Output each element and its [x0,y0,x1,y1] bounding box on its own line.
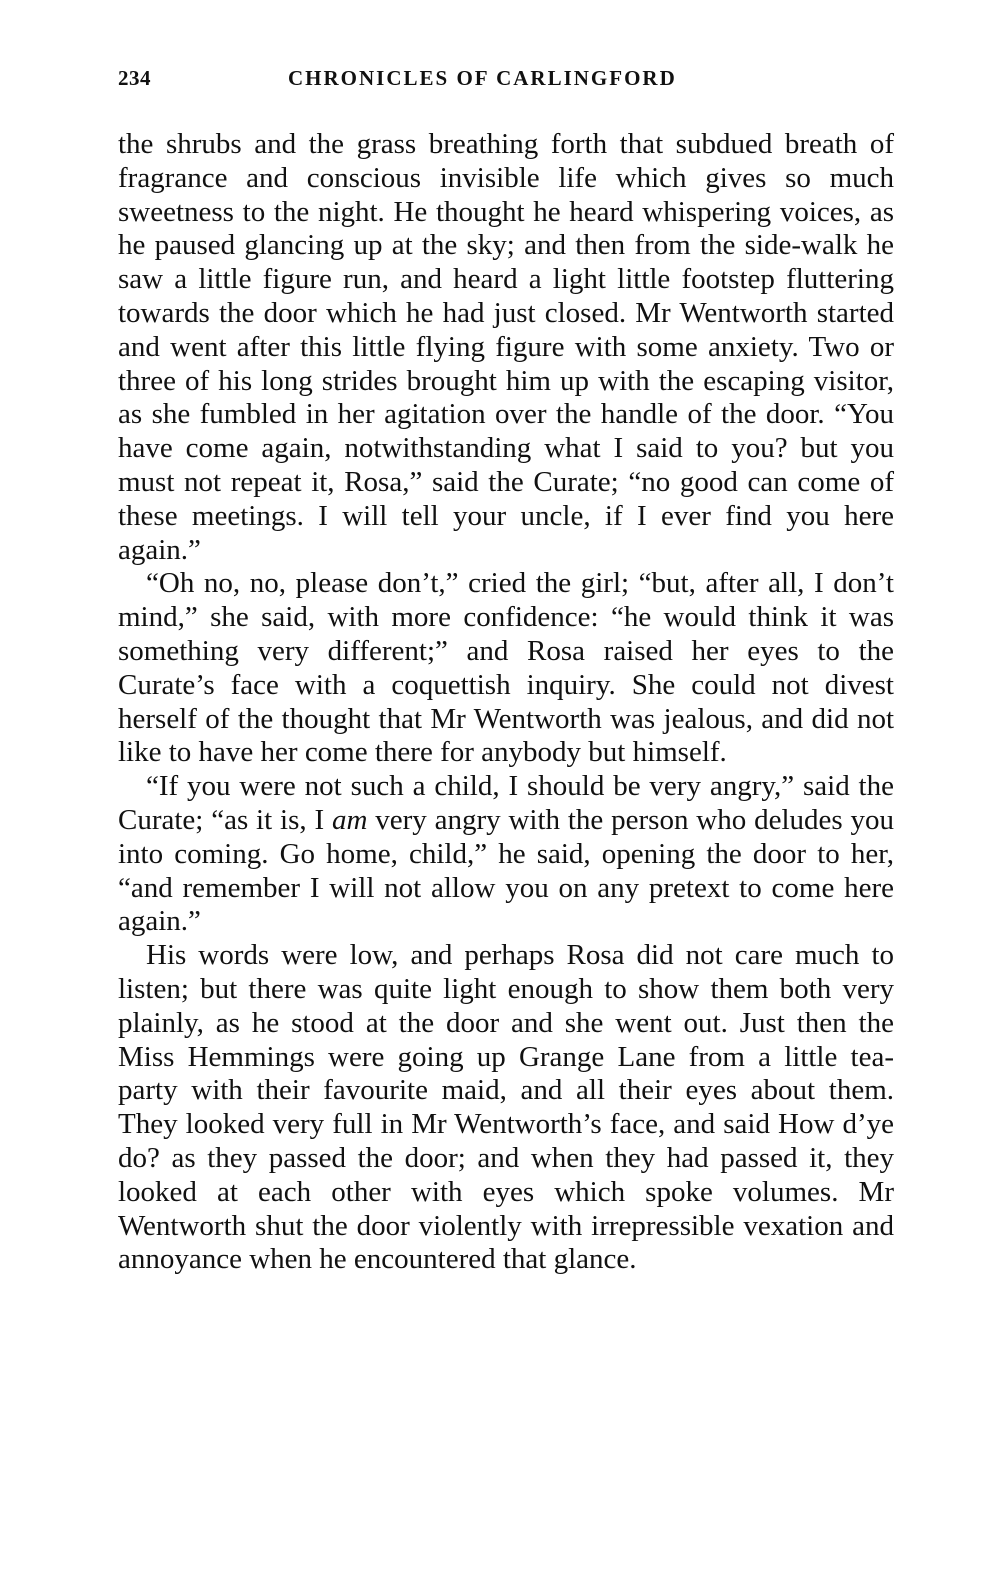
paragraph-3 [118,770,894,939]
page-number: 234 [118,66,151,90]
paragraph-1: the shrubs and the grass breathing forth that subdued breath of fragrance and conscious invisible life which gives so much sweetness to the night. He thought he heard whispering voices, as he paused glancing up at the sky; and then from the side-walk he saw a little figure run, and heard a light little footstep fluttering towards the door which he had just closed. Mr Wentworth started and went after this little flying figure with some anxiety. Two or three of his long strides brought him up with the escaping visitor, as she fumbled in her agitation over the handle of the door. “You have come again, notwithstanding what I said to you? but you must not repeat it, Rosa,” said the Curate; “no good can come of these meetings. I will tell your uncle, if I ever find you here again.” [118,128,894,566]
paragraph-3-emphasis: am [331,803,368,836]
paragraph-2: “Oh no, no, please don’t,” cried the girl; “but, after all, I don’t mind,” she said, with more confidence: “he would think it was something very different;” and Rosa raised her eyes to the Curate’s face with a coquettish inquiry. She could not divest herself of the thought that Mr Wentworth was jealous, and did not like to have her come there for anybody but himself. [118,567,894,769]
paragraph-4: His words were low, and perhaps Rosa did not care much to listen; but there was quite light enough to show them both very plainly, as he stood at the door and she went out. Just then the Miss Hemmings were going up Grange Lane from a little tea-party with their favourite maid, and all their eyes about them. They looked very full in Mr Wentworth’s face, and said How d’ye do? as they passed the door; and when they had passed it, they looked at each other with eyes which spoke volumes. Mr Wentworth shut the door violently with irrepressible vexation and annoyance when he encountered that glance. [118,939,894,1276]
body-text [118,128,894,1277]
paragraph-3-after: very angry with the person who deludes you into coming. Go home, child,” he said, opening the door to her, “and remember I will not allow you on any pretext to come here again.” [118,803,894,938]
page-header [118,66,894,100]
running-title: CHRONICLES OF CARLINGFORD [288,66,677,90]
paragraph-3-before: “If you were not such a child, I should be very angry,” said the Curate; “as it is, I [118,770,894,836]
